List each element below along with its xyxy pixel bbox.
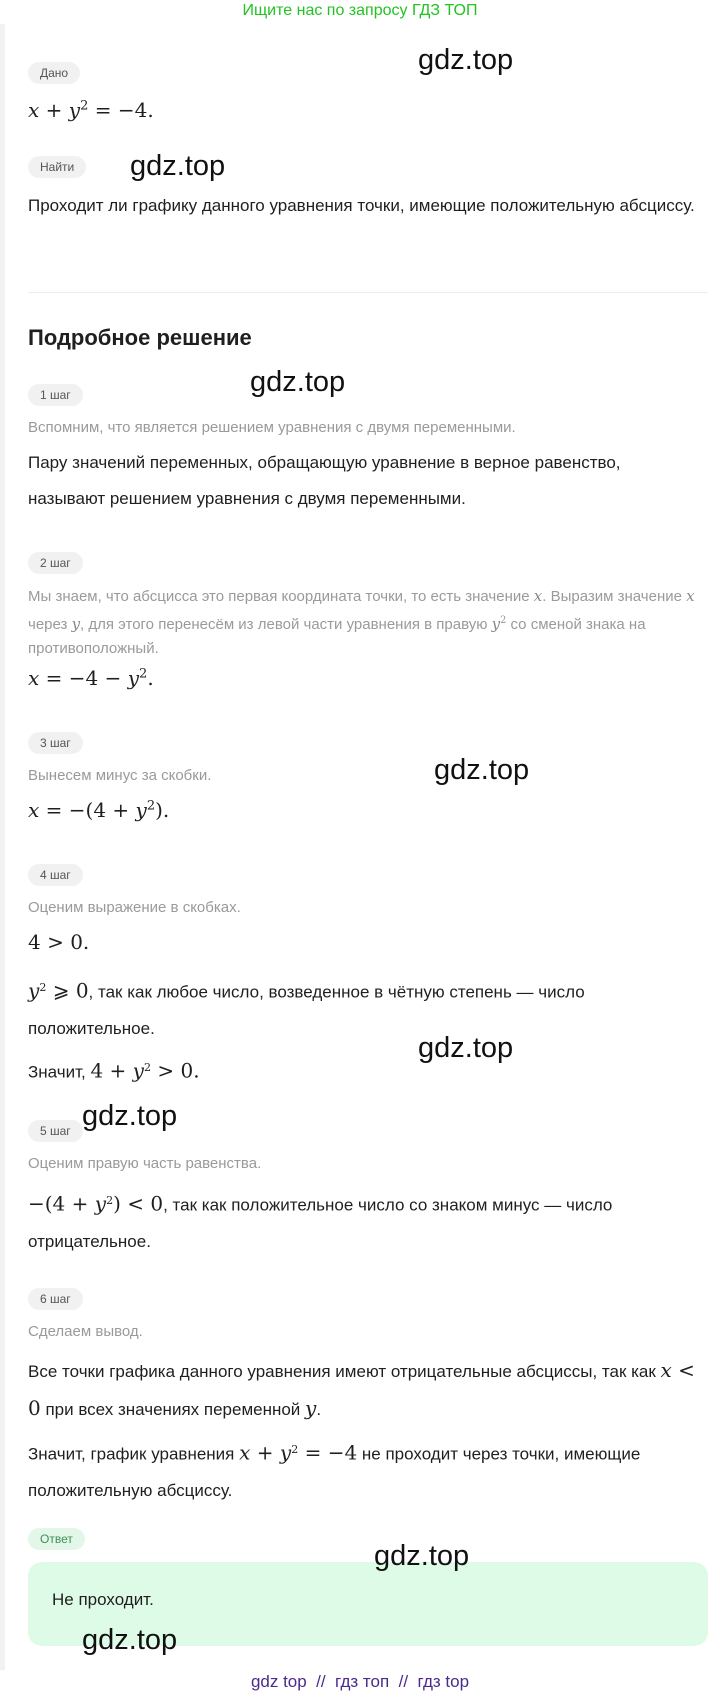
given-badge: Дано	[28, 62, 80, 84]
step-2-hint: Мы знаем, что абсцисса это первая координата точки, то есть значение x. Выразим значение x через y, для этого перенесём из левой части уравнения в правую $y^2$ со сменой знака на противоположный.	[28, 587, 695, 657]
watermark: gdz.top	[82, 1100, 178, 1132]
step-5-badge: 5 шаг	[28, 1120, 83, 1142]
watermark: gdz.top	[418, 1032, 514, 1064]
step-1-text: Пару значений переменных, обращающую уравнение в верное равенство, называют решением уравнения с двумя переменными.	[28, 453, 621, 508]
given-formula: $x + y^2 = -4$.	[28, 98, 154, 122]
step-2-badge: 2 шаг	[28, 552, 83, 574]
solution-heading: Подробное решение	[28, 325, 252, 350]
find-badge: Найти	[28, 156, 86, 178]
step-1-hint: Вспомним, что является решением уравнения с двумя переменными.	[28, 419, 516, 436]
section-divider	[28, 292, 708, 293]
footer-links[interactable]: gdz top // гдз топ // гдз top	[250, 1672, 470, 1691]
watermark: gdz.top	[130, 150, 226, 182]
find-text: Проходит ли графику данного уравнения точки, имеющие положительную абсциссу.	[28, 196, 695, 215]
watermark: gdz.top	[250, 366, 346, 398]
promo-banner[interactable]: Ищите нас по запросу ГДЗ ТОП	[242, 2, 478, 19]
step-6-hint: Сделаем вывод.	[28, 1323, 143, 1340]
step-4-line2: $y^2$ ⩾ 0, так как любое число, возведенное в чётную степень — число положительное.	[28, 978, 585, 1038]
step-6-paragraph-1: Все точки графика данного уравнения имеют отрицательные абсциссы, так как x < 0 при всех значениях переменной y.	[28, 1358, 695, 1420]
step-5-text: $-(4 + y^2) < 0$, так как положительное число со знаком минус — число отрицательное.	[28, 1191, 613, 1251]
watermark: gdz.top	[434, 754, 530, 786]
watermark: gdz.top	[418, 44, 514, 76]
watermark: gdz.top	[82, 1624, 178, 1656]
step-6-paragraph-2: Значит, график уравнения $x + y^2 = -4$ не проходит через точки, имеющие положительную абсциссу.	[28, 1440, 641, 1500]
left-border	[0, 24, 5, 1670]
step-3-formula: $x = -(4 + y^2)$.	[28, 798, 170, 822]
step-3-hint: Вынесем минус за скобки.	[28, 767, 212, 784]
step-4-hint: Оценим выражение в скобках.	[28, 899, 241, 916]
step-3-badge: 3 шаг	[28, 732, 83, 754]
step-6-badge: 6 шаг	[28, 1288, 83, 1310]
answer-text: Не проходит.	[52, 1590, 154, 1609]
step-4-line3: Значит, $4 + y^2 > 0$.	[28, 1058, 200, 1083]
step-5-hint: Оценим правую часть равенства.	[28, 1155, 262, 1172]
step-4-formula: 4 > 0.	[28, 930, 90, 954]
step-4-badge: 4 шаг	[28, 864, 83, 886]
watermark: gdz.top	[374, 1540, 470, 1572]
answer-badge: Ответ	[28, 1528, 85, 1550]
step-1-badge: 1 шаг	[28, 384, 83, 406]
step-2-formula: $x = -4 - y^2$.	[28, 666, 154, 690]
